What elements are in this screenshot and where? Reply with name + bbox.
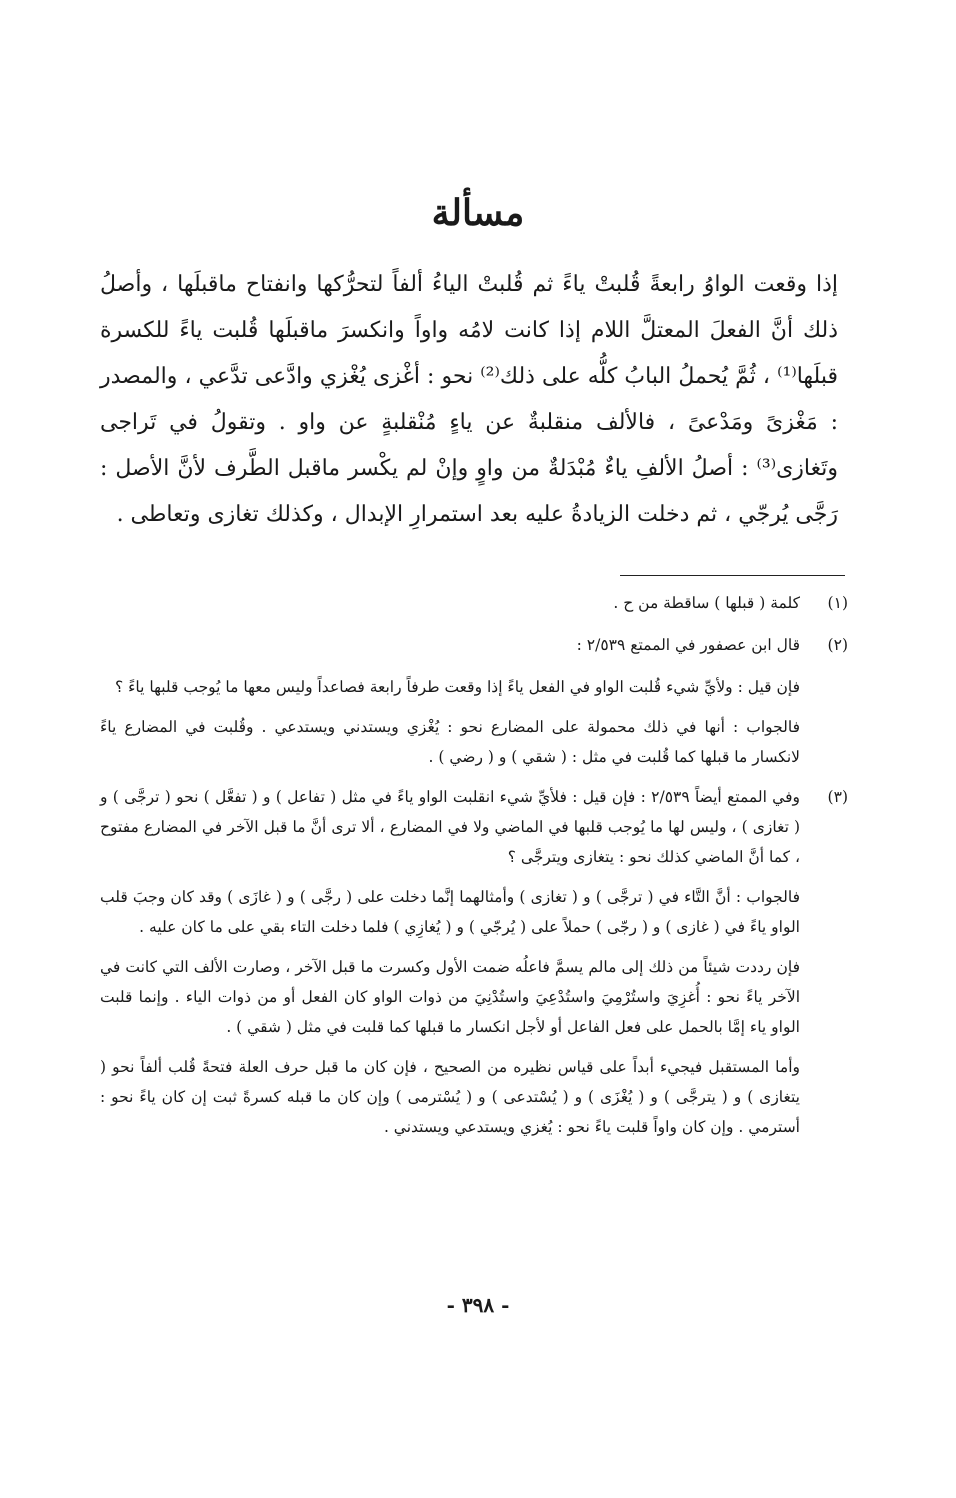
footnote-number: (١) xyxy=(827,594,848,612)
footnote-paragraph: وأما المستقبل فيجيء أبداً على قياس نظيره من الصحيح ، فإن كان ما قبل حرف العلة فتحةً قُلب ألفاً نحو ( يتغازى ) و ( يترجَّى ) و ( يُغْزَى ) و ( يُسْتدعى ) و ( يُسْترمى ) وإن كان ما قبله كسرةً ثبت إن كان ياءً نحو : أسترمي . وإن كان واواً قلبت ياءً نحو : يُغزي ويستدعي ويستدني . xyxy=(100,1058,800,1136)
footnote-paragraph: فالجواب : أنها في ذلك محمولة على المضارع نحو : يُغْزي ويستدني ويستدعي . وقُلبت في المضارع ياءً لانكسار ما قبلها كما قُلبت في مثل : ( شقي ) و ( رضي ) . xyxy=(100,718,800,766)
footnotes xyxy=(100,588,848,1152)
footnote-paragraph: فإن رددت شيئاً من ذلك إلى مالم يسمَّ فاعلُه ضمت الأول وكسرت ما قبل الآخر ، وصارت الألف التي كانت في الآخر ياءً نحو : أُغزِيَ واستُرْمِيَ واستُدْعِيَ واستُدْنِيَ من ذوات الواو كان الفعل أو من ذوات الياء . وإنما قلبت الواو ياء إمَّا بالحمل على فعل الفاعل أو لأجل انكسار ما قبلها كما قلبت في مثل ( شقي ) . xyxy=(100,958,800,1036)
page-number: - ٣٩٨ - xyxy=(446,1293,510,1317)
footnote-paragraph: وفي الممتع أيضاً ٢/٥٣٩ : فإن قيل : فلأيِّ شيء انقلبت الواو ياءً في مثل ( تفاعل ) و ( تفعَّل ) نحو ( ترجَّى ) و ( تغازى ) ، وليس لها ما يُوجب قلبها في الماضي ولا في المضارع ، ألا ترى أنَّ ما قبل الآخر في المضارع مفتوح ، كما أنَّ الماضي كذلك نحو : يتغازى ويترجَّى ؟ xyxy=(100,788,800,866)
footnote-1 xyxy=(100,588,848,618)
footnote-text: قال ابن عصفور في الممتع ٢/٥٣٩ : xyxy=(576,636,800,654)
main-paragraph: إذا وقعت الواوُ رابعةً قُلبتْ ياءً ثم قُلبتْ الياءُ ألفاً لتحرُّكها وانفتاح ماقبلَها ، وأصلُ ذلك أنَّ الفعلَ المعتلَّ اللام إذا كانت لامُه واواً وانكسرَ ماقبلَها قُلبت ياءً للكسرة قبلَها⁽¹⁾ ، ثُمَّ يُحملُ البابُ كلُّه على ذلك⁽²⁾ نحو : أغْزى يُغْزي وادَّعى تدَّعي ، والمصدر : مَغْزىً ومَدْعىً ، فالألف منقلبةٌ عن ياءٍ مُنْقلبةٍ عن واو . وتقولُ في تَراجى وتَغازى⁽³⁾ : أصلُ الألفِ ياءٌ مُبْدَلةٌ من واوٍ وإنْ لم يكْسر ماقبل الطَّرف لأنَّ الأصل : رَجَّى يُرجّي ، ثم دخلت الزيادةُ عليه بعد استمرارِ الإبدال ، وكذلك تغازى وتعاطى . xyxy=(100,272,838,527)
footnote-number: (٢) xyxy=(827,636,848,654)
footnote-separator xyxy=(620,575,845,576)
footnote-text: كلمة ( قبلها ) ساقطة من ح . xyxy=(613,594,800,612)
footnote-3 xyxy=(100,782,848,1142)
footnote-paragraph: فإن قيل : ولأيِّ شيء قُلبت الواو في الفعل ياءً إذا وقعت طرفاً رابعة فصاعداً وليس معها ما يُوجب قلبها ياءً ؟ xyxy=(114,678,800,696)
footnote-2 xyxy=(100,630,848,772)
footnote-number: (٣) xyxy=(827,788,848,806)
footnote-paragraph: فالجواب : أنَّ التَّاء في ( ترجَّى ) و ( تغازى ) وأمثالهما إنَّما دخلت على ( رجَّى ) و ( غازَى ) وقد كان وجبَ قلب الواو ياءً في ( غازى ) و ( رجّى ) حملاً على ( يُرجّي ) و ( يُغازِي ) فلما دخلت التاء بقي على ما كان عليه . xyxy=(100,888,800,936)
page-title: مسألة xyxy=(431,192,525,234)
